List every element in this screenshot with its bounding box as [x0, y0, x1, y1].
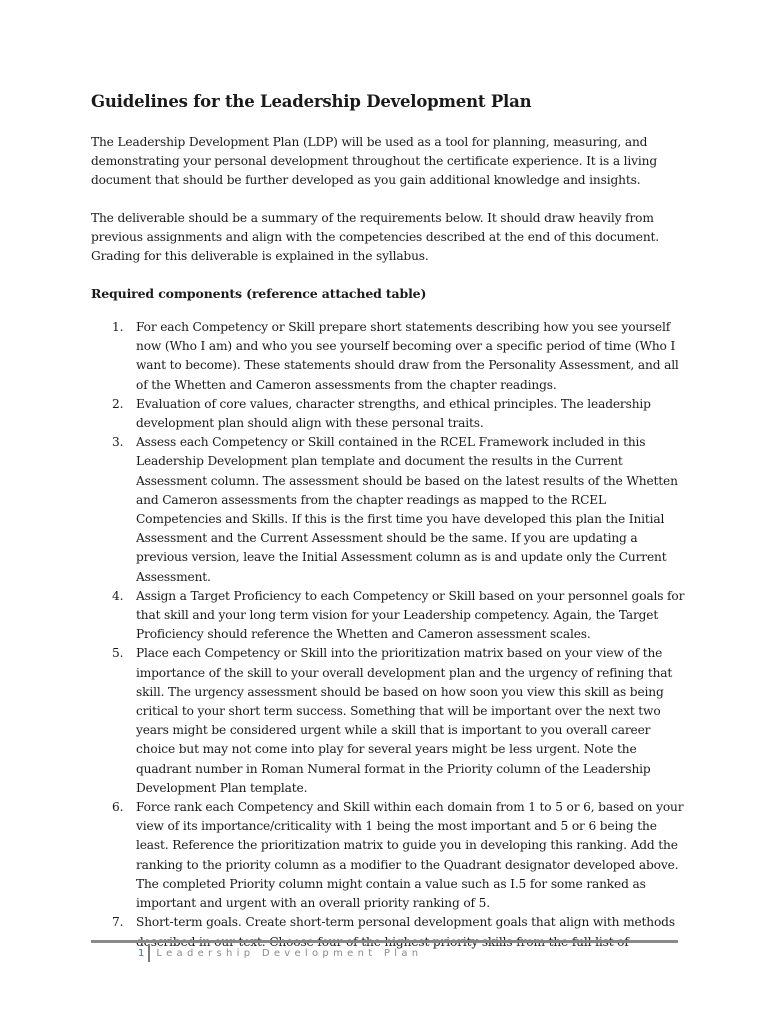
list-item-number: 7. [112, 915, 124, 930]
list-item-text: Force rank each Competency and Skill within each domain from 1 to 5 or 6, based on your view of its importance/criticality with 1 being the most important and 5 or 6 being the least. Reference the prioritization matrix to guide you in developing this ranking. Add the ranking to the priority column as a modifier to the Quadrant designator developed above. The completed Priority column might contain a value such as I.5 for some ranked as important and urgent with an overall priority ranking of 5. [136, 800, 684, 911]
list-item [112, 798, 687, 913]
list-item-text: Assess each Competency or Skill contained in the RCEL Framework included in this Leadership Development plan template and document the results in the Current Assessment column. The assessment should be based on the latest results of the Whetten and Cameron assessments from the chapter readings as mapped to the RCEL Competencies and Skills. If this is the first time you have developed this plan the Initial Assessment and the Current Assessment should be the same. If you are updating a previous version, leave the Initial Assessment column as is and update only the Current Assessment. [136, 435, 678, 584]
required-components-list [112, 318, 687, 952]
page-number: 1 [138, 947, 145, 959]
list-item-text: Assign a Target Proficiency to each Competency or Skill based on your personnel goals for that skill and your long term vision for your Leadership competency. Again, the Target Proficiency should reference the Whetten and Cameron assessment scales. [136, 588, 685, 642]
list-item-number: 1. [112, 320, 124, 334]
list-item-text: For each Competency or Skill prepare short statements describing how you see yourself now (Who I am) and who you see yourself becoming over a specific period of time (Who I want to become). These statements should draw from the Personality Assessment, and all of the Whetten and Cameron assessments from the chapter readings. [136, 320, 679, 392]
intro-paragraph: The Leadership Development Plan (LDP) will be used as a tool for planning, measuring, and demonstrating your personal development throughout the certificate experience. It is a living document that should be further developed as you gain additional knowledge and insights. [91, 135, 658, 188]
list-item-number: 2. [112, 396, 124, 411]
list-item [112, 395, 687, 433]
list-item [112, 644, 687, 798]
document-title: Guidelines for the Leadership Development Plan [91, 92, 532, 111]
list-item [112, 433, 687, 587]
footer-divider [91, 940, 678, 943]
page-footer [138, 944, 422, 962]
list-item [112, 318, 687, 395]
list-item-number: 6. [112, 800, 124, 815]
footer-separator [148, 944, 150, 962]
list-item-text: Place each Competency or Skill into the prioritization matrix based on your view of the importance of the skill to your overall development plan and the urgency of refining that skill. The urgency assessment should be based on how soon you view this skill as being critical to your short term success. Something that will be important over the next two years might be considered urgent while a skill that is important to you overall career choice but may not come into play for several years might be less urgent. Note the quadrant number in Roman Numeral format in the Priority column of the Leadership Development Plan template. [136, 646, 673, 795]
footer-document-title: Leadership Development Plan [156, 947, 423, 959]
required-components-heading: Required components (reference attached table) [91, 286, 427, 301]
list-item [112, 587, 687, 645]
list-item-number: 4. [112, 588, 124, 603]
list-item-text: Evaluation of core values, character strengths, and ethical principles. The leadership development plan should align with these personal traits. [136, 396, 651, 431]
deliverable-paragraph: The deliverable should be a summary of the requirements below. It should draw heavily from previous assignments and align with the competencies described at the end of this document. Grading for this deliverable is explained in the syllabus. [91, 211, 659, 264]
list-item-number: 3. [112, 435, 124, 450]
list-item-number: 5. [112, 646, 124, 661]
list-item-text: Short-term goals. Create short-term personal development goals that align with methods [136, 915, 675, 930]
